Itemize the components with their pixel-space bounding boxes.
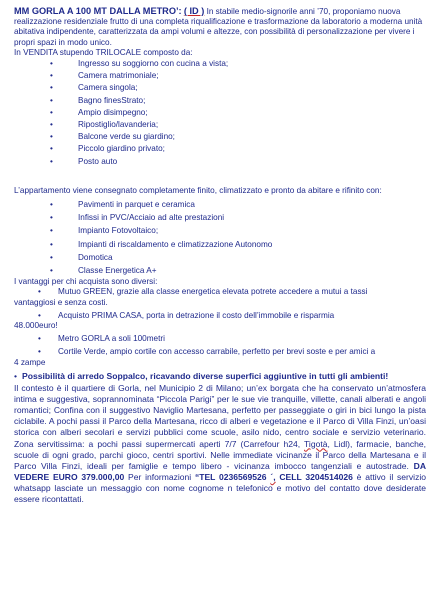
list-item [14, 224, 426, 237]
intro-paragraph [14, 6, 426, 48]
bullet-icon: • [50, 71, 53, 81]
list-item-text: Bagno finesStrato; [78, 95, 146, 105]
bullet-icon: • [50, 120, 53, 130]
listing-document [14, 6, 426, 505]
spacer [14, 168, 426, 186]
sale-line: In VENDITA stupendo TRILOCALE composto da: [14, 47, 193, 57]
advantage-item [14, 347, 426, 367]
delivery-line: L’appartamento viene consegnato completamente finito, climatizzato e pronto da abitare e rifinito con: [14, 185, 382, 195]
furnishing-text: Possibilità di arredo Soppalco, ricavando diverse superfici aggiuntive in tutti gli ambienti! [22, 370, 389, 381]
context-phone: “TEL 0236569526 [194, 471, 267, 482]
bullet-icon: • [50, 132, 53, 142]
list-item-text: Impianti di riscaldamento e climatizzazione Autonomo [78, 239, 273, 249]
list-item-text: Camera matrimoniale; [78, 71, 159, 81]
intro-text: In stabile medio-signorile anni ’70, proponiamo nuova realizzazione residenziale frutto di una completa riqualificazione e trasformazione da laboratorio a moderna unità abitativa indipendente, caratterizzata da ampi volumi e altezze, con possibilità di personalizzazione per vivere i propri spazi in modo unico. [14, 7, 423, 47]
list-item [14, 156, 426, 168]
bullet-icon: • [50, 226, 53, 236]
bullet-icon: • [50, 252, 53, 262]
context-price: DA VEDERE EURO 379.000,00 [14, 460, 426, 482]
list-item-text: Impianto Fotovoltaico; [78, 226, 159, 236]
advantage-item [14, 334, 426, 344]
list-item [14, 119, 426, 131]
advantage-continuation: vantaggiosi e senza costi. [14, 297, 108, 307]
list-item-text: Camera singola; [78, 83, 138, 93]
bullet-icon: • [38, 334, 41, 344]
list-item-text: Balcone verde su giardino; [78, 132, 175, 142]
listing-id-mark: ( ID ) [183, 6, 205, 16]
furnishing-line [14, 371, 426, 381]
advantage-item [14, 311, 426, 331]
advantage-item [14, 287, 426, 307]
list-item-text: Classe Energetica A+ [78, 266, 157, 276]
list-item [14, 70, 426, 82]
list-item [14, 95, 426, 107]
list-item [14, 82, 426, 94]
advantage-continuation: 48.000euro! [14, 321, 58, 331]
list-item [14, 58, 426, 70]
list-item [14, 211, 426, 224]
context-text-1: Il contesto è il quartiere di Gorla, nel Municipio 2 di Milano; un’ex borgata che ha conservato un’atmosfera intima e suggestiva, soprannominata “Piccola Parigi” per le sue vie tranquille, villette, canali alberati e angoli romantici; Confina con il suggestivo Naviglio Martesana, perfetto per passeggiate o giri in bici lungo la pista ciclabile. A pochi passi il Parco della Martesana, ricco di alberi e vegetazione e il Parco di Villa Finzi, un’oasi storica con alberi secolari e servizi pubblici come scuole, asilo nido, centro sociale e servizio veterinario. Zona servitissima: a pochi passi supermercati aperti 7/7 (Carrefour h24, [14, 383, 426, 449]
bullet-icon: • [38, 347, 41, 357]
bullet-icon: • [50, 266, 53, 276]
context-tigota: Tigotà [304, 438, 328, 449]
bullet-icon: • [50, 200, 53, 210]
context-text-4: è attivo il servizio whatsapp lasciate un messaggio con nome cognome n telefonico e motivo del contatto dove desiderate essere ricontattati. [14, 471, 426, 505]
bullet-icon: • [50, 156, 53, 166]
bullet-icon: • [14, 370, 18, 381]
bullet-icon: • [38, 287, 41, 297]
list-item-text: Pavimenti in parquet e ceramica [78, 200, 195, 210]
list-item [14, 131, 426, 143]
context-text-2: , Lidl), farmacie, banche, scuole di ogni grado, parchi gioco, centri sportivi. Nelle immediate vicinanze il Parco della Martesana e il Parco Villa Finzi, ideali per famiglie e tempo libero - vicinanza imbocco tangenziali e autostrade. [14, 438, 427, 471]
list-item [14, 143, 426, 155]
bullet-icon: • [50, 83, 53, 93]
list-item [14, 238, 426, 251]
context-typo-mark: ´, [270, 471, 276, 482]
advantage-text: Cortile Verde, ampio cortile con accesso carrabile, perfetto per brevi soste e per amici a [58, 347, 376, 357]
intro-headline: MM GORLA A 100 MT DALLA METRO’: [14, 6, 182, 16]
bullet-icon: • [50, 59, 53, 69]
advantages-list [14, 287, 426, 367]
list-item-text: Ampio disimpegno; [78, 107, 148, 117]
context-paragraph [14, 383, 426, 505]
list-item-text: Ripostiglio/lavanderia; [78, 120, 159, 130]
rooms-list [14, 58, 426, 168]
bullet-icon: • [38, 310, 41, 320]
list-item-text: Posto auto [78, 156, 118, 166]
advantage-text: Acquisto PRIMA CASA, porta in detrazione il costo dell’immobile e risparmia [58, 310, 335, 320]
context-text-3: Per informazioni [124, 471, 195, 482]
advantage-continuation: 4 zampe [14, 357, 46, 367]
bullet-icon: • [50, 239, 53, 249]
list-item-text: Ingresso su soggiorno con cucina a vista; [78, 59, 229, 69]
context-cell: CELL 3204514026 [275, 471, 353, 482]
bullet-icon: • [50, 213, 53, 223]
finishes-list [14, 198, 426, 277]
list-item [14, 198, 426, 211]
list-item [14, 107, 426, 119]
bullet-icon: • [50, 144, 53, 154]
bullet-icon: • [50, 107, 53, 117]
advantage-text: Mutuo GREEN, grazie alla classe energetica elevata potrete accedere a mutui a tassi [58, 287, 368, 297]
advantage-text: Metro GORLA a soli 100metri [58, 334, 165, 344]
list-item [14, 264, 426, 277]
list-item-text: Infissi in PVC/Acciaio ad alte prestazioni [78, 213, 225, 223]
list-item-text: Domotica [78, 252, 113, 262]
list-item-text: Piccolo giardino privato; [78, 144, 165, 154]
bullet-icon: • [50, 95, 53, 105]
list-item [14, 251, 426, 264]
advantages-line: I vantaggi per chi acquista sono diversi: [14, 277, 158, 287]
